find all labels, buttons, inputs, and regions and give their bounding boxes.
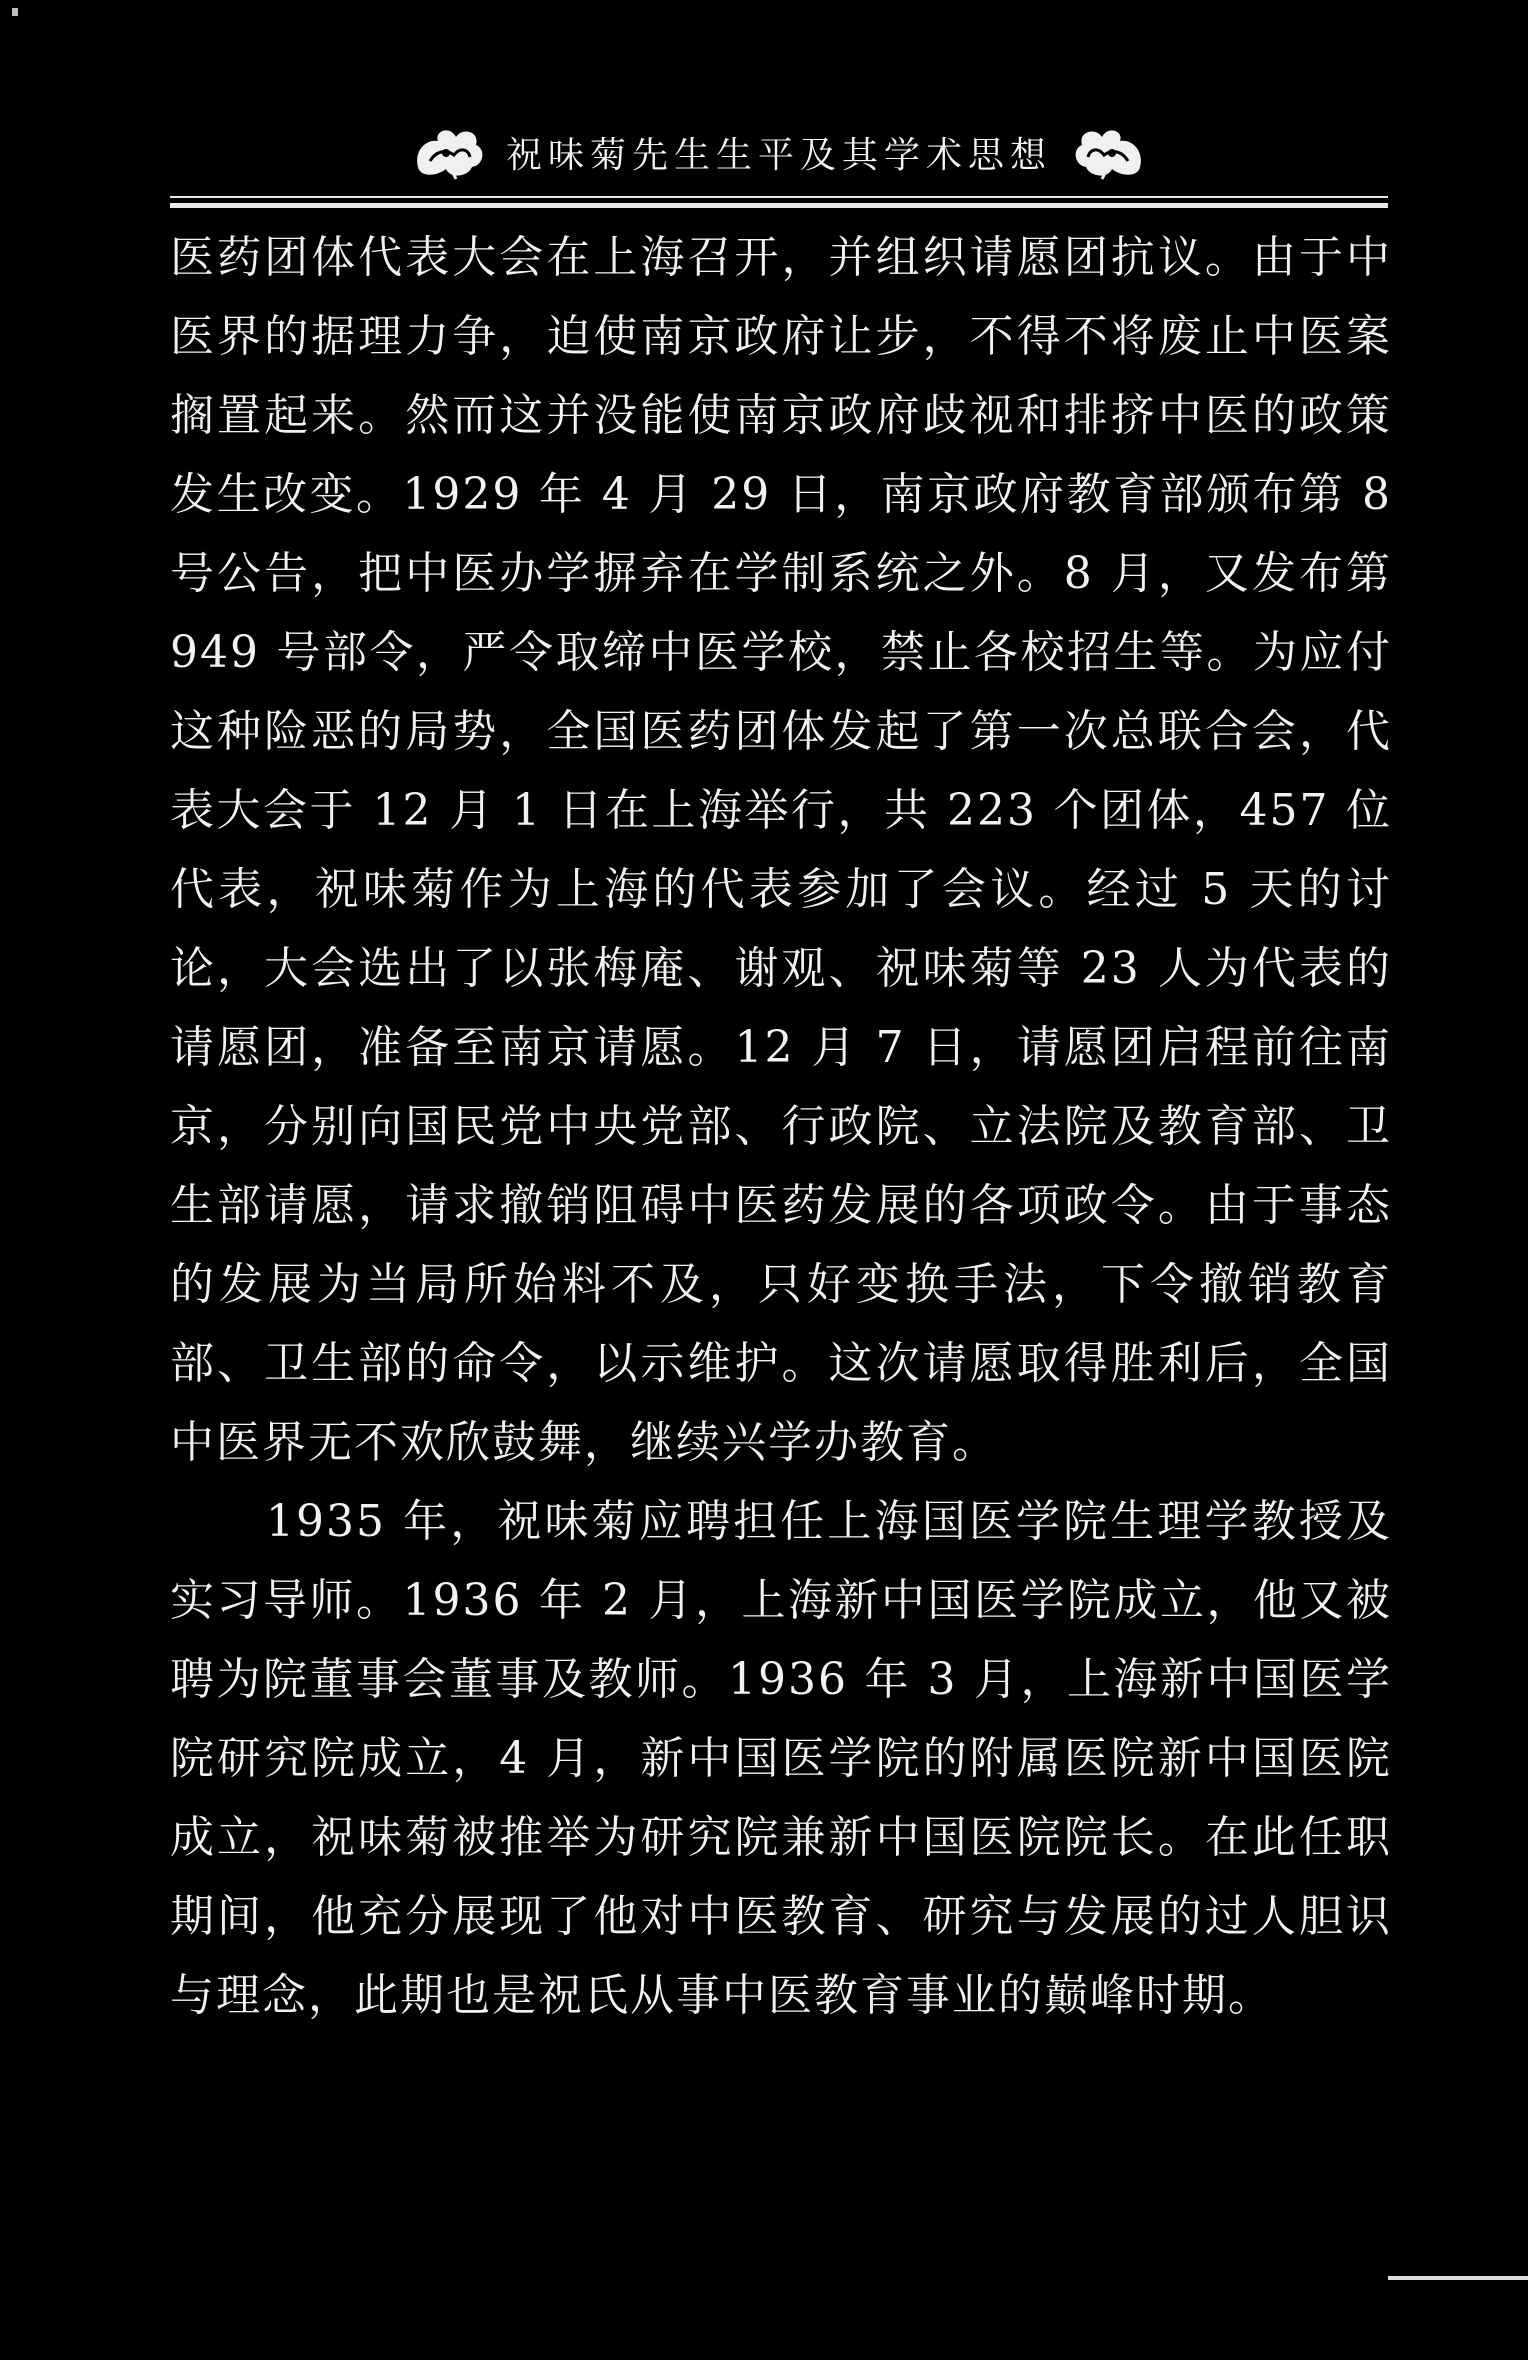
paragraph-1: 医药团体代表大会在上海召开，并组织请愿团抗议。由于中医界的据理力争，迫使南京政府让步，不得不将废止中医案搁置起来。然而这并没能使南京政府歧视和排挤中医的政策发生改变。1929 年 4 月 29 日，南京政府教育部颁布第 8 号公告，把中医办学摒弃在学制系统之外。8 月，又发布第 949 号部令，严令取缔中医学校，禁止各校招生等。为应付这种险恶的局势，全国医药团体发起了第一次总联合会，代表大会于 12 月 1 日在上海举行，共 223 个团体，457 位代表，祝味菊作为上海的代表参加了会议。经过 5 天的讨论，大会选出了以张梅庵、谢观、祝味菊等 23 人为代表的请愿团，准备至南京请愿。12 月 7 日，请愿团启程前往南京，分别向国民党中央党部、行政院、立法院及教育部、卫生部请愿，请求撤销阻碍中医药发展的各项政令。由于事态的发展为当局所始料不及，只好变换手法，下令撤销教育部、卫生部的命令，以示维护。这次请愿取得胜利后，全国中医界无不欢欣鼓舞，继续兴学办教育。 (170, 232, 1392, 1468)
flower-ornament-icon (410, 123, 488, 181)
body-text (170, 218, 1392, 2035)
flower-ornament-icon (1070, 123, 1148, 181)
scan-speck (12, 8, 18, 16)
paragraph-2: 1935 年，祝味菊应聘担任上海国医学院生理学教授及实习导师。1936 年 2 月，上海新中国医学院成立，他又被聘为院董事会董事及教师。1936 年 3 月，上海新中国医学院研究院成立，4 月，新中国医学院的附属医院新中国医院成立，祝味菊被推举为研究院兼新中国医院院长。在此任职期间，他充分展现了他对中医教育、研究与发展的过人胆识与理念，此期也是祝氏从事中医教育事业的巅峰时期。 (170, 1496, 1392, 2021)
running-header (170, 112, 1388, 192)
header-rule-thin (170, 196, 1388, 198)
header-rule-thick (170, 203, 1388, 208)
page-corner-mark (1388, 2276, 1528, 2280)
header-title: 祝味菊先生生平及其学术思想 (505, 134, 1052, 176)
